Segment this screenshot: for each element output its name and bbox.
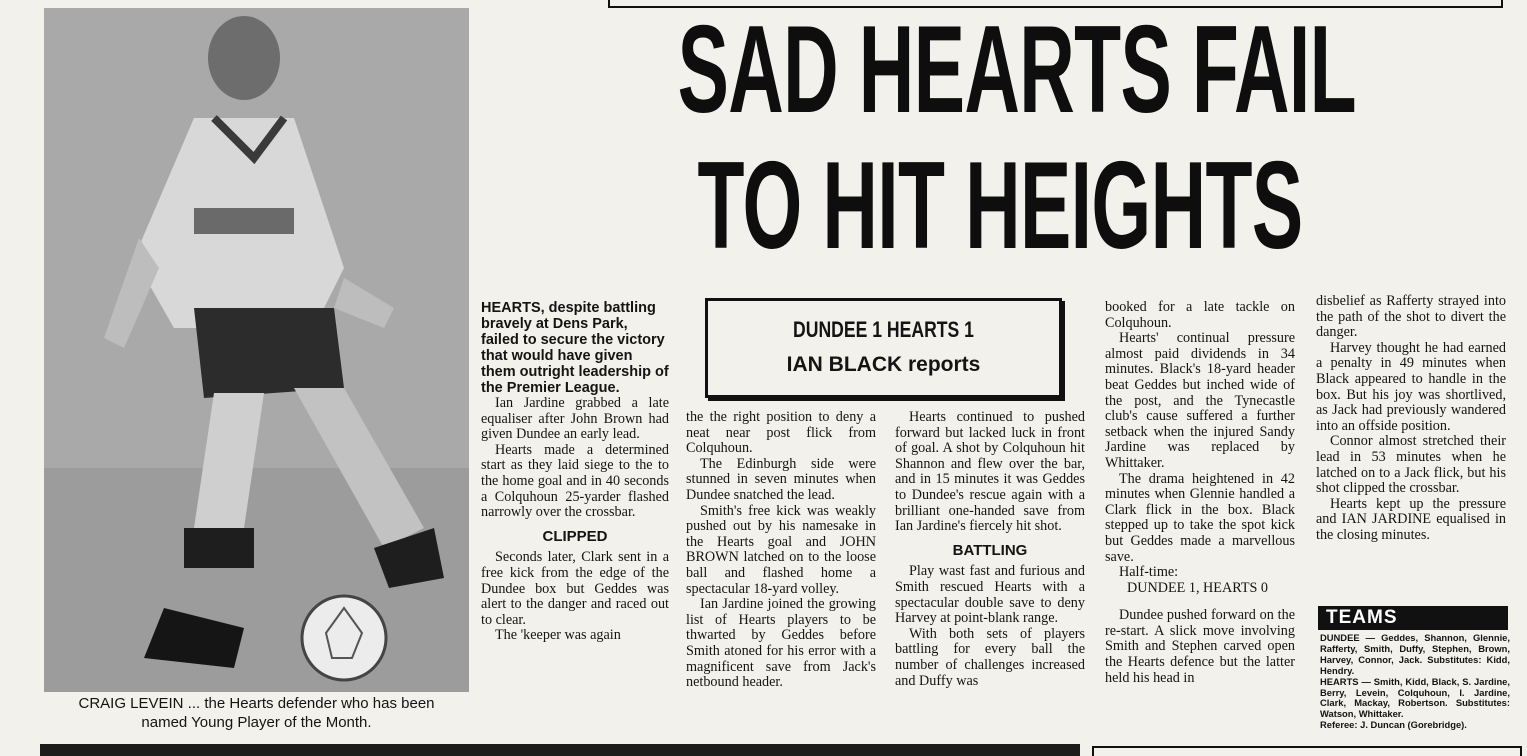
article-paragraph: The 'keeper was again — [495, 627, 621, 644]
half-time-score — [1105, 565, 1295, 596]
subheading-clipped: CLIPPED — [542, 527, 608, 545]
article-column-5 — [1316, 294, 1506, 544]
article-column-1 — [481, 300, 669, 644]
article-paragraph: Play wast fast and furious and Smith rescued Hearts with a spectacular double save to deny Harvey at point-blank range. — [895, 563, 1085, 627]
bottom-border-box — [1092, 746, 1522, 756]
bottom-banner-strip — [40, 744, 1080, 756]
article-paragraph: Seconds later, Clark sent in a free kick from the edge of the Dundee box but Geddes was alert to the danger and raced out to clear. — [481, 549, 669, 628]
article-paragraph: Ian Jardine grabbed a late equaliser after John Brown had given Dundee an early lead. — [481, 395, 669, 443]
article-paragraph: Connor almost stretched their lead in 53 minutes when he latched on to a Jack flick, but his shot clipped the crossbar. — [1316, 433, 1506, 497]
article-paragraph: Hearts continued to pushed forward but lacked luck in front of goal. A shot by Colquhoun hit Shannon and flew over the bar, and in 15 minutes it was Geddes to Dundee's rescue again with a brilliant one-handed save from Ian Jardine's fiercely hit shot. — [895, 409, 1085, 535]
photo-caption — [44, 694, 469, 732]
article-paragraph: disbelief as Rafferty strayed into the path of the shot to divert the danger. — [1316, 293, 1506, 341]
teams-lineups — [1320, 633, 1510, 731]
caption-line-1: CRAIG LEVEIN ... the Hearts defender who has been — [78, 695, 435, 712]
article-paragraph: Hearts kept up the pressure and IAN JARDINE equalised in the closing minutes. — [1316, 495, 1506, 543]
subheading-battling: BATTLING — [952, 541, 1028, 559]
article-paragraph: The Edinburgh side were stunned in seven minutes when Dundee snatched the lead. — [686, 455, 876, 503]
half-time-label: Half-time: — [1119, 564, 1179, 581]
footballer-illustration — [44, 8, 469, 692]
teams-heading: TEAMS — [1318, 606, 1508, 630]
match-report-box — [705, 298, 1062, 398]
referee-line: Referee: J. Duncan (Gorebridge). — [1320, 719, 1467, 731]
caption-line-2: named Young Player of the Month. — [141, 714, 372, 731]
article-paragraph: Hearts made a determined start as they laid siege to the to the home goal and in 40 seconds a Colquhoun 25-yarder flashed narrowly over the crossbar. — [481, 441, 669, 521]
article-paragraph: Harvey thought he had earned a penalty in 49 minutes when Black appeared to handle in the box. But his joy was shortlived, as Jack had previously wandered into an offside position. — [1316, 339, 1506, 434]
article-paragraph: Dundee pushed forward on the re-start. A slick move involving Smith and Stephen carved open the Hearts defence but the latter held his head in — [1105, 607, 1295, 686]
match-score: DUNDEE 1 HEARTS 1 — [793, 317, 974, 342]
article-column-4 — [1105, 300, 1295, 686]
reporter-byline: IAN BLACK reports — [786, 353, 981, 376]
article-paragraph: The drama heightened in 42 minutes when Glennie handled a Clark flick in the box. Black stepped up to take the spot kick but Geddes made a marvellous save. — [1105, 470, 1295, 565]
article-paragraph: Smith's free kick was weakly pushed out by his namesake in the Hearts goal and JOHN BROWN latched on to the loose ball and flashed home a spectacular 18-yard volley. — [686, 502, 876, 597]
headline-line-2: TO HIT HEIGHTS — [697, 137, 1303, 275]
article-paragraph: With both sets of players battling for every ball the number of challenges increased and Duffy was — [895, 625, 1085, 689]
player-photo — [44, 8, 469, 692]
article-paragraph: the the right position to deny a neat near post flick from Colquhoun. — [686, 409, 876, 457]
article-column-3 — [895, 410, 1085, 689]
dundee-lineup: DUNDEE — Geddes, Shannon, Glennie, Rafferty, Smith, Duffy, Stephen, Brown, Harvey, Connor, Jack. Substitutes: Kidd, Hendry. — [1320, 632, 1510, 676]
hearts-lineup: HEARTS — Smith, Kidd, Black, S. Jardine, Berry, Levein, Colquhoun, I. Jardine, Clark, Mackay, Robertson. Substitutes: Watson, Whittaker. — [1320, 675, 1510, 720]
article-paragraph: booked for a late tackle on Colquhoun. — [1105, 299, 1295, 331]
article-lead: HEARTS, despite battling bravely at Dens Park, failed to secure the victory that would have given them outright leadership of the Premier League. — [481, 300, 669, 396]
article-paragraph: Ian Jardine joined the growing list of Hearts players to be thwarted by Geddes before Smith atoned for his error with a magnificent save from Jack's netbound header. — [686, 596, 876, 691]
half-time-result: DUNDEE 1, HEARTS 0 — [1127, 579, 1269, 596]
article-column-2 — [686, 410, 876, 691]
headline-line-1: SAD HEARTS FAIL — [677, 1, 1356, 139]
article-paragraph: Hearts' continual pressure almost paid dividends in 34 minutes. Black's 18-yard header beat Geddes but inched wide of the post, and the Tynecastle club's cause suffered a further setback when the injured Sandy Jardine was replaced by Whittaker. — [1105, 330, 1295, 471]
